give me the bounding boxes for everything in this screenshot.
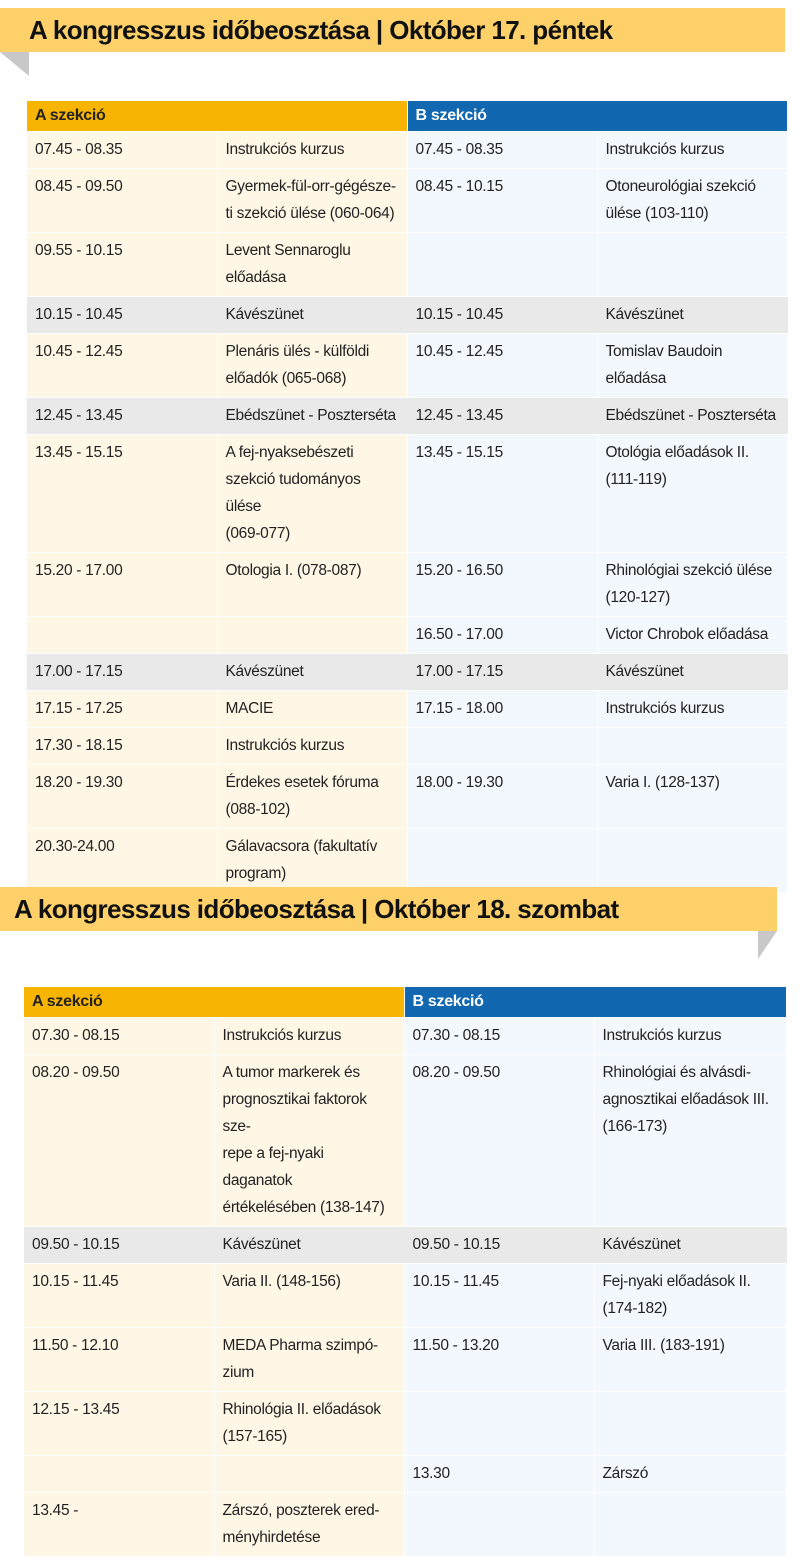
section-a-event: Instrukciós kurzus [214,1018,404,1055]
section-b-time [407,829,597,893]
section-a-event: Gyermek-fül-orr-gégésze- ti szekció ülése (060-064) [217,169,407,233]
section-a-time: 10.15 - 11.45 [24,1264,214,1328]
section-a-time: 13.45 - [24,1493,214,1557]
section-b-event: Otológia előadások II. (111-119) [597,435,787,553]
section-a-event: A fej-nyaksebészeti szekció tudományos ülése (069-077) [217,435,407,553]
section-b-event: Fej-nyaki előadások II. (174-182) [594,1264,786,1328]
section-b-time [407,233,597,297]
section-b-event [594,1493,786,1557]
section-a-event: Rhinológia II. előadások (157-165) [214,1392,404,1456]
section-b-time: 10.15 - 11.45 [404,1264,594,1328]
schedule-row [27,233,787,297]
section-a-time: 20.30-24.00 [27,829,217,893]
section-a-time: 17.15 - 17.25 [27,691,217,728]
section-a-header: A szekció [27,101,407,132]
day-1-title-banner [0,8,785,52]
day-2-schedule-table [24,987,787,1557]
section-b-time: 09.50 - 10.15 [404,1227,594,1264]
schedule-row [27,654,787,691]
section-b-event: Victor Chrobok előadása [597,617,787,654]
schedule-row [27,728,787,765]
section-b-time: 18.00 - 19.30 [407,765,597,829]
section-b-time: 17.15 - 18.00 [407,691,597,728]
section-b-event: Varia III. (183-191) [594,1328,786,1392]
schedule-row [24,1328,786,1392]
section-b-event: Rhinológiai szekció ülése (120-127) [597,553,787,617]
section-a-time: 13.45 - 15.15 [27,435,217,553]
section-a-event [214,1456,404,1493]
section-b-event: Ebédszünet - Poszterséta [597,398,787,435]
section-b-time: 16.50 - 17.00 [407,617,597,654]
section-b-event: Tomislav Baudoin előadása [597,334,787,398]
day-2-title-banner [0,887,777,931]
section-a-event [217,617,407,654]
section-b-event: Kávészünet [597,297,787,334]
schedule-row [24,1227,786,1264]
section-a-time: 09.50 - 10.15 [24,1227,214,1264]
section-b-time [404,1493,594,1557]
section-b-event: Instrukciós kurzus [597,132,787,169]
section-b-event: Instrukciós kurzus [597,691,787,728]
section-a-event: Otologia I. (078-087) [217,553,407,617]
schedule-row [27,334,787,398]
section-b-event [597,233,787,297]
section-a-event: Varia II. (148-156) [214,1264,404,1328]
section-a-event: A tumor markerek és prognosztikai faktorok sze- repe a fej-nyaki daganatok értékelésében (138-147) [214,1055,404,1227]
section-b-event: Rhinológiai és alvásdi- agnosztikai előadások III. (166-173) [594,1055,786,1227]
section-b-time: 07.45 - 08.35 [407,132,597,169]
section-a-event: Kávészünet [214,1227,404,1264]
section-b-event [597,829,787,893]
section-a-time: 08.20 - 09.50 [24,1055,214,1227]
section-a-event: Levent Sennaroglu előadása [217,233,407,297]
section-a-event: Instrukciós kurzus [217,132,407,169]
section-b-event [597,728,787,765]
section-b-time: 15.20 - 16.50 [407,553,597,617]
schedule-row [27,829,787,893]
schedule-row [27,297,787,334]
section-b-event: Otoneurológiai szekció ülése (103-110) [597,169,787,233]
section-a-event: Ebédszünet - Poszterséta [217,398,407,435]
section-b-event [594,1392,786,1456]
schedule-row [27,398,787,435]
section-a-time: 10.45 - 12.45 [27,334,217,398]
schedule-row [27,169,787,233]
section-a-time: 07.45 - 08.35 [27,132,217,169]
section-a-event: Kávészünet [217,654,407,691]
section-b-header: B szekció [404,987,786,1018]
section-a-event: Instrukciós kurzus [217,728,407,765]
section-a-time: 07.30 - 08.15 [24,1018,214,1055]
section-b-time [407,728,597,765]
day-1-title: A kongresszus időbeosztása | Október 17. péntek [29,15,613,45]
section-a-time: 11.50 - 12.10 [24,1328,214,1392]
schedule-row [24,1264,786,1328]
section-b-time: 17.00 - 17.15 [407,654,597,691]
schedule-row [24,1493,786,1557]
section-b-time: 10.15 - 10.45 [407,297,597,334]
section-a-event: Érdekes esetek fóruma (088-102) [217,765,407,829]
schedule-row [27,435,787,553]
section-a-time: 15.20 - 17.00 [27,553,217,617]
section-a-time: 17.00 - 17.15 [27,654,217,691]
section-b-event: Zárszó [594,1456,786,1493]
schedule-row [27,553,787,617]
schedule-row [27,617,787,654]
section-a-time: 18.20 - 19.30 [27,765,217,829]
section-b-event: Kávészünet [594,1227,786,1264]
schedule-row [24,1055,786,1227]
section-a-time: 17.30 - 18.15 [27,728,217,765]
schedule-row [24,1018,786,1055]
section-b-time: 07.30 - 08.15 [404,1018,594,1055]
section-b-event: Instrukciós kurzus [594,1018,786,1055]
section-b-time: 08.20 - 09.50 [404,1055,594,1227]
section-a-event: Zárszó, poszterek ered- ményhirdetése [214,1493,404,1557]
section-b-time: 13.45 - 15.15 [407,435,597,553]
section-a-time: 12.45 - 13.45 [27,398,217,435]
section-a-event: MACIE [217,691,407,728]
day-1-banner-fold [0,52,29,76]
section-a-event: MEDA Pharma szimpó- zium [214,1328,404,1392]
section-a-event: Plenáris ülés - külföldi előadók (065-068) [217,334,407,398]
schedule-row [24,1456,786,1493]
section-b-time: 11.50 - 13.20 [404,1328,594,1392]
day-2-title: A kongresszus időbeosztása | Október 18. szombat [14,894,619,924]
schedule-row [27,765,787,829]
section-header-row [24,987,786,1018]
section-header-row [27,101,787,132]
section-a-event: Gálavacsora (fakultatív program) [217,829,407,893]
section-b-event: Varia I. (128-137) [597,765,787,829]
section-b-event: Kávészünet [597,654,787,691]
section-a-time: 09.55 - 10.15 [27,233,217,297]
day-2-banner-fold [758,931,777,959]
section-a-time: 08.45 - 09.50 [27,169,217,233]
section-a-time: 12.15 - 13.45 [24,1392,214,1456]
schedule-row [27,691,787,728]
section-b-time: 08.45 - 10.15 [407,169,597,233]
schedule-row [27,132,787,169]
section-b-time [404,1392,594,1456]
section-a-event: Kávészünet [217,297,407,334]
section-a-header: A szekció [24,987,404,1018]
section-a-time [27,617,217,654]
section-b-time: 13.30 [404,1456,594,1493]
section-a-time: 10.15 - 10.45 [27,297,217,334]
section-b-time: 10.45 - 12.45 [407,334,597,398]
section-b-header: B szekció [407,101,787,132]
section-a-time [24,1456,214,1493]
day-1-schedule-table [27,101,788,893]
schedule-row [24,1392,786,1456]
section-b-time: 12.45 - 13.45 [407,398,597,435]
